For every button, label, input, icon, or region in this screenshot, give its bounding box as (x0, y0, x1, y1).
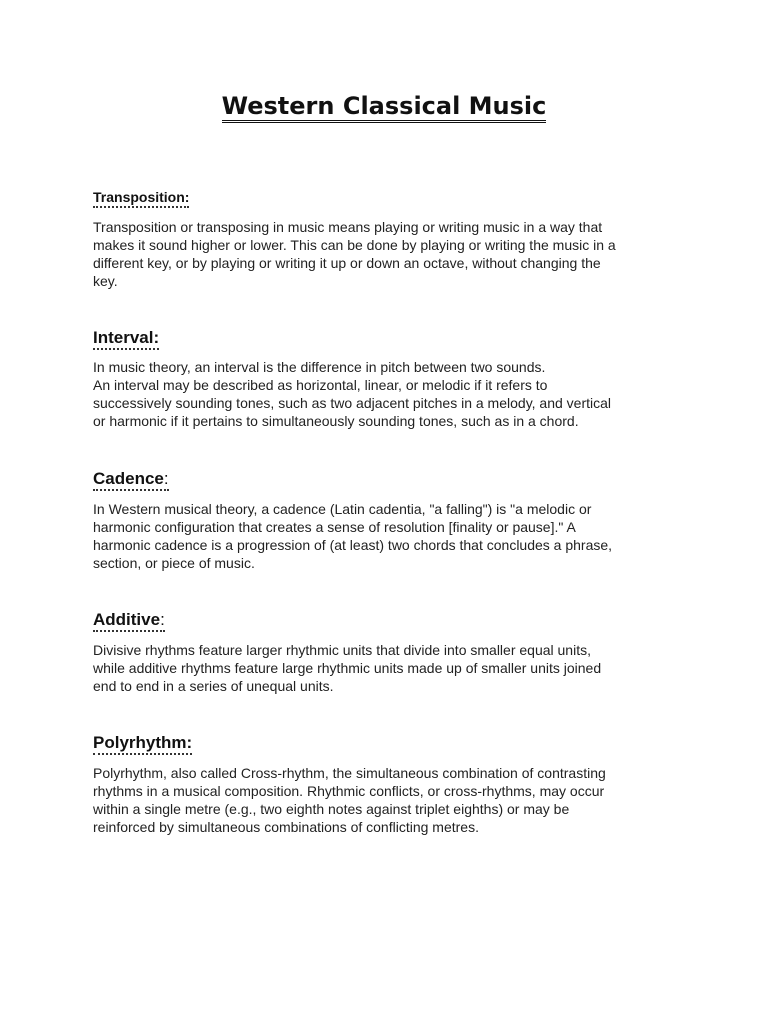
section-heading-interval: Interval: (93, 329, 159, 350)
body-line: different key, or by playing or writing it up or down an octave, without changing the (93, 255, 601, 272)
body-line: Polyrhythm, also called Cross-rhythm, the simultaneous combination of contrasting (93, 764, 606, 781)
section-polyrhythm (93, 734, 683, 837)
section-body-cadence (93, 500, 683, 573)
body-line: rhythms in a musical composition. Rhythmic conflicts, or cross-rhythms, may occur (93, 783, 605, 800)
section-body-additive (93, 641, 683, 696)
section-heading-polyrhythm: Polyrhythm: (93, 734, 192, 755)
body-line: An interval may be described as horizontal, linear, or melodic if it refers to (93, 377, 548, 394)
document-title-text: Western Classical Music (222, 92, 547, 123)
body-line: Divisive rhythms feature larger rhythmic units that divide into smaller equal units, (93, 641, 591, 658)
body-line: reinforced by simultaneous combinations of conflicting metres. (93, 819, 479, 836)
section-body-transposition (93, 218, 683, 291)
section-heading-additive-colon: : (160, 610, 165, 629)
body-line: makes it sound higher or lower. This can be done by playing or writing the music in a (93, 236, 616, 253)
body-line: within a single metre (e.g., two eighth notes against triplet eighths) or may be (93, 801, 570, 818)
section-heading-additive (93, 611, 165, 632)
section-heading-cadence-colon: : (163, 469, 169, 488)
section-cadence (93, 470, 683, 573)
body-line: successively sounding tones, such as two adjacent pitches in a melody, and vertical (93, 395, 612, 412)
body-line: harmonic cadence is a progression of (at least) two chords that concludes a phrase, (93, 537, 613, 554)
section-body-polyrhythm (93, 764, 683, 837)
body-line: end to end in a series of unequal units. (93, 678, 334, 695)
body-line: key. (93, 273, 118, 290)
section-heading-additive-text: Additive (93, 610, 161, 629)
document-title (0, 88, 768, 124)
section-interval (93, 329, 683, 431)
section-heading-transposition: Transposition: (93, 190, 189, 208)
section-additive (93, 611, 683, 695)
section-heading-cadence-text: Cadence (93, 469, 164, 488)
body-line: Transposition or transposing in music means playing or writing music in a way that (93, 218, 603, 235)
section-transposition (93, 189, 683, 291)
section-heading-cadence (93, 470, 169, 491)
section-body-interval (93, 358, 683, 431)
body-line: harmonic configuration that creates a sense of resolution [finality or pause]." A (93, 519, 576, 536)
body-line: In Western musical theory, a cadence (Latin cadentia, "a falling") is "a melodic or (93, 500, 592, 517)
body-line: In music theory, an interval is the difference in pitch between two sounds. (93, 358, 546, 375)
body-line: while additive rhythms feature large rhythmic units made up of smaller units joined (93, 660, 602, 677)
body-line: section, or piece of music. (93, 555, 255, 572)
body-line: or harmonic if it pertains to simultaneously sounding tones, such as in a chord. (93, 413, 579, 430)
